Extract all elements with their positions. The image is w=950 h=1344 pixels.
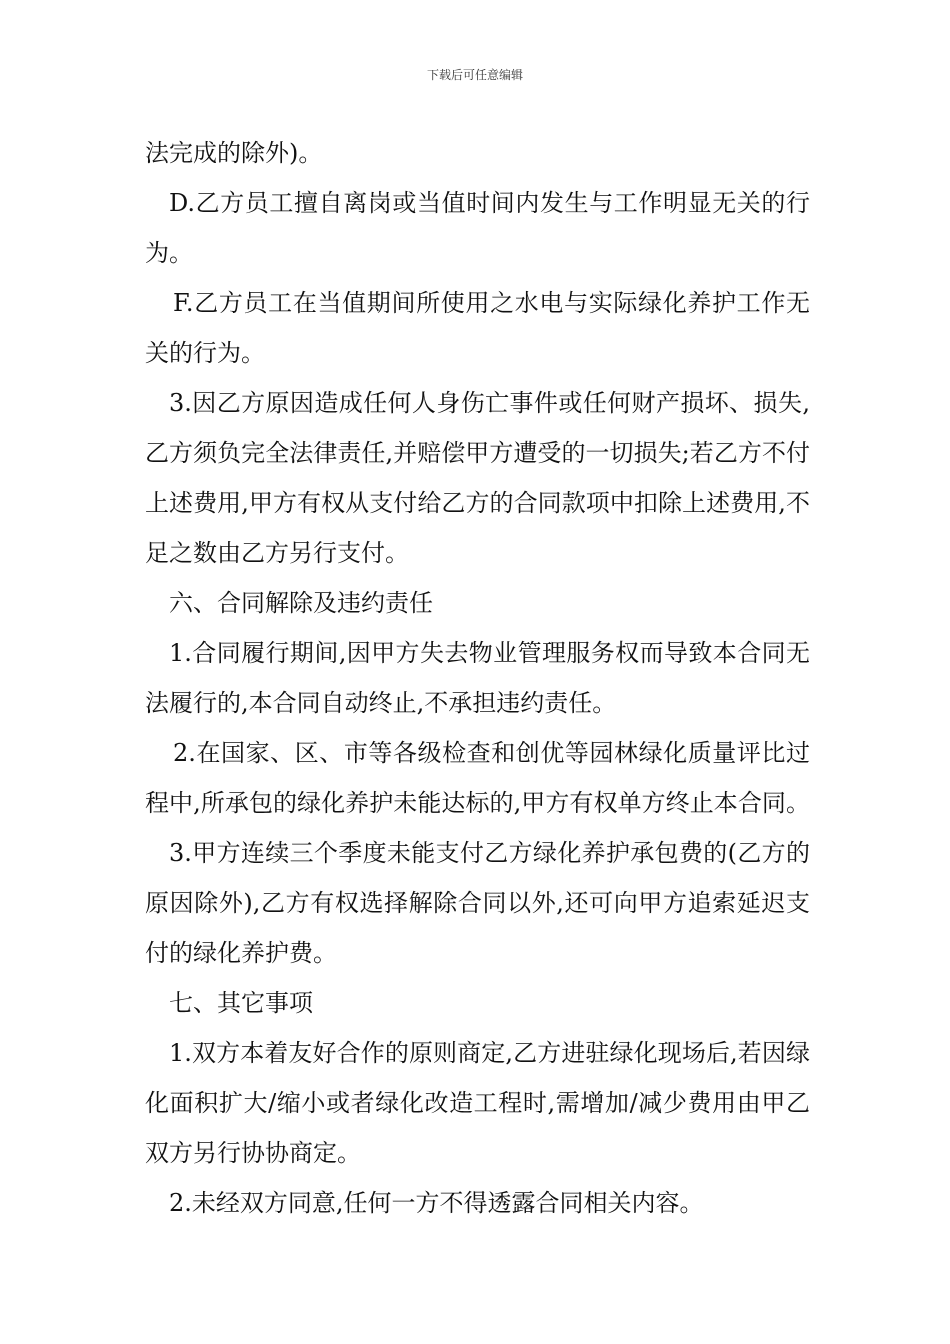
section-heading: 六、合同解除及违约责任 (169, 589, 433, 617)
text-line: 化面积扩大/缩小或者绿化改造工程时,需增加/减少费用由甲乙 (145, 1089, 810, 1117)
text-line: D.乙方员工擅自离岗或当值时间内发生与工作明显无关的行 (169, 189, 810, 217)
text-line: 1.双方本着友好合作的原则商定,乙方进驻绿化现场后,若因绿 (169, 1039, 810, 1067)
text-line: 乙方须负完全法律责任,并赔偿甲方遭受的一切损失;若乙方不付 (145, 439, 810, 467)
document-body (145, 128, 810, 1228)
text-line: 2.在国家、区、市等各级检查和创优等园林绿化质量评比过 (173, 739, 810, 767)
text-line: F.乙方员工在当值期间所使用之水电与实际绿化养护工作无 (173, 289, 810, 317)
text-line: 法完成的除外)。 (145, 139, 323, 167)
text-line: 付的绿化养护费。 (145, 939, 337, 967)
text-line: 法履行的,本合同自动终止,不承担违约责任。 (145, 689, 617, 717)
page-header: 下载后可任意编辑 (426, 68, 523, 82)
section-heading: 七、其它事项 (169, 989, 313, 1017)
text-line: 足之数由乙方另行支付。 (145, 539, 409, 567)
text-line: 关的行为。 (145, 339, 265, 367)
text-line: 3.因乙方原因造成任何人身伤亡事件或任何财产损坏、损失, (169, 389, 810, 417)
text-line: 为。 (145, 239, 193, 267)
text-line: 3.甲方连续三个季度未能支付乙方绿化养护承包费的(乙方的 (169, 839, 810, 867)
text-line: 1.合同履行期间,因甲方失去物业管理服务权而导致本合同无 (169, 639, 810, 667)
text-line: 双方另行协协商定。 (145, 1139, 361, 1167)
text-line: 原因除外),乙方有权选择解除合同以外,还可向甲方追索延迟支 (145, 889, 810, 917)
text-line: 上述费用,甲方有权从支付给乙方的合同款项中扣除上述费用,不 (145, 489, 810, 517)
text-line: 2.未经双方同意,任何一方不得透露合同相关内容。 (169, 1189, 704, 1217)
text-line: 程中,所承包的绿化养护未能达标的,甲方有权单方终止本合同。 (145, 789, 810, 817)
